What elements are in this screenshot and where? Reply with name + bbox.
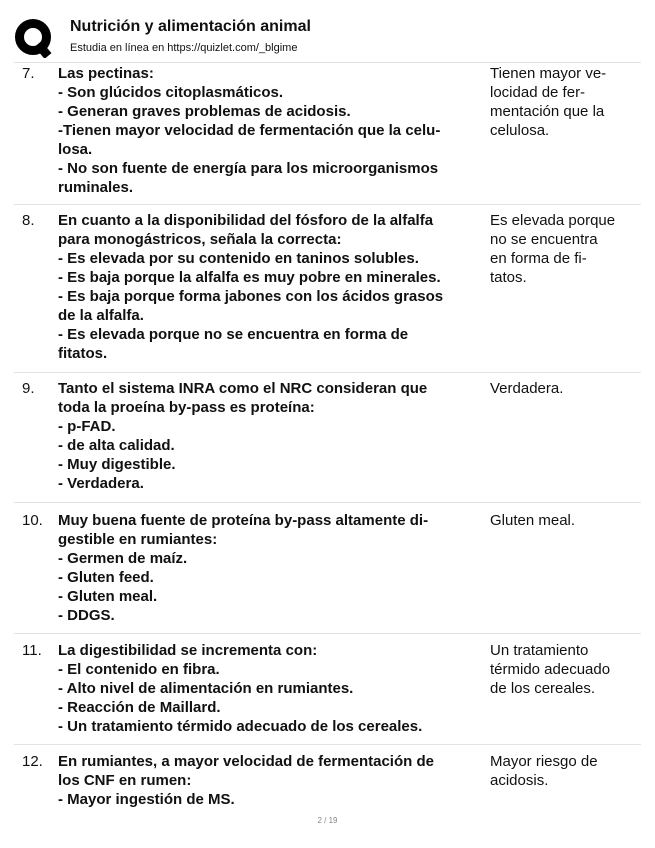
question-line: - Generan graves problemas de acidosis. bbox=[58, 103, 351, 120]
card-answer bbox=[490, 641, 640, 698]
card-number: 12. bbox=[22, 753, 43, 770]
card-number: 11. bbox=[22, 642, 42, 659]
answer-line: térmido adecuado bbox=[490, 661, 611, 678]
question-line: - Un tratamiento térmido adecuado de los cereales. bbox=[58, 718, 423, 735]
card-question bbox=[58, 211, 488, 363]
question-line: de la alfalfa. bbox=[58, 307, 144, 324]
divider bbox=[14, 744, 641, 745]
question-line: - Gluten feed. bbox=[58, 569, 154, 586]
card-question bbox=[58, 511, 488, 625]
question-line: - Es elevada porque no se encuentra en forma de bbox=[58, 326, 409, 343]
answer-line: no se encuentra bbox=[490, 231, 598, 248]
question-line: - Reacción de Maillard. bbox=[58, 699, 221, 716]
question-line: - Es baja porque la alfalfa es muy pobre en minerales. bbox=[58, 269, 441, 286]
question-line: - Germen de maíz. bbox=[58, 550, 188, 567]
question-line: - Gluten meal. bbox=[58, 588, 158, 605]
question-line: fitatos. bbox=[58, 345, 108, 362]
answer-line: mentación que la bbox=[490, 103, 605, 120]
card-answer bbox=[490, 511, 640, 530]
card-number: 10. bbox=[22, 512, 43, 529]
card-answer bbox=[490, 211, 640, 287]
answer-line: Mayor riesgo de bbox=[490, 753, 598, 770]
answer-line: celulosa. bbox=[490, 122, 550, 139]
card-number: 8. bbox=[22, 212, 35, 229]
card-answer bbox=[490, 379, 640, 398]
question-line: En rumiantes, a mayor velocidad de fermentación de bbox=[58, 753, 434, 770]
question-line: - Muy digestible. bbox=[58, 456, 176, 473]
question-line: - Alto nivel de alimentación en rumiantes. bbox=[58, 680, 354, 697]
question-line: gestible en rumiantes: bbox=[58, 531, 218, 548]
quizlet-logo-icon bbox=[14, 18, 54, 58]
divider bbox=[14, 204, 641, 205]
question-line: losa. bbox=[58, 141, 93, 158]
page-number: 2 / 19 bbox=[317, 816, 338, 825]
divider bbox=[14, 502, 641, 503]
divider bbox=[14, 633, 641, 634]
answer-line: tatos. bbox=[490, 269, 527, 286]
answer-line: Gluten meal. bbox=[490, 512, 576, 529]
card-question bbox=[58, 379, 488, 493]
answer-line: locidad de fer- bbox=[490, 84, 586, 101]
set-title: Nutrición y alimentación animal bbox=[70, 18, 311, 35]
card-question bbox=[58, 641, 488, 736]
question-line: - Es baja porque forma jabones con los ácidos grasos bbox=[58, 288, 444, 305]
question-line: -Tienen mayor velocidad de fermentación que la celu- bbox=[58, 122, 441, 139]
question-line: Las pectinas: bbox=[58, 65, 154, 82]
question-line: Tanto el sistema INRA como el NRC consideran que bbox=[58, 380, 428, 397]
question-line: - Es elevada por su contenido en taninos solubles. bbox=[58, 250, 419, 267]
question-line: - DDGS. bbox=[58, 607, 115, 624]
question-line: - Verdadera. bbox=[58, 475, 144, 492]
answer-line: Tienen mayor ve- bbox=[490, 65, 607, 82]
card-answer bbox=[490, 64, 640, 140]
question-line: toda la proeína by-pass es proteína: bbox=[58, 399, 315, 416]
question-line: - El contenido en fibra. bbox=[58, 661, 220, 678]
question-line: - Mayor ingestión de MS. bbox=[58, 791, 235, 808]
question-line: - p-FAD. bbox=[58, 418, 116, 435]
answer-line: Verdadera. bbox=[490, 380, 564, 397]
set-url-subtitle: Estudia en línea en https://quizlet.com/_blgime bbox=[70, 42, 298, 54]
question-line: En cuanto a la disponibilidad del fósforo de la alfalfa bbox=[58, 212, 434, 229]
answer-line: Es elevada porque bbox=[490, 212, 616, 229]
question-line: ruminales. bbox=[58, 179, 134, 196]
card-number: 7. bbox=[22, 65, 35, 82]
answer-line: de los cereales. bbox=[490, 680, 596, 697]
question-line: La digestibilidad se incrementa con: bbox=[58, 642, 318, 659]
question-line: Muy buena fuente de proteína by-pass altamente di- bbox=[58, 512, 429, 529]
question-line: - No son fuente de energía para los microorganismos bbox=[58, 160, 439, 177]
answer-line: Un tratamiento bbox=[490, 642, 589, 659]
card-question bbox=[58, 752, 488, 809]
card-question bbox=[58, 64, 488, 197]
page-header bbox=[14, 14, 644, 60]
divider bbox=[14, 372, 641, 373]
answer-line: en forma de fi- bbox=[490, 250, 587, 267]
divider bbox=[14, 62, 641, 63]
question-line: para monogástricos, señala la correcta: bbox=[58, 231, 342, 248]
answer-line: acidosis. bbox=[490, 772, 549, 789]
card-number: 9. bbox=[22, 380, 35, 397]
question-line: - de alta calidad. bbox=[58, 437, 175, 454]
card-answer bbox=[490, 752, 640, 790]
question-line: - Son glúcidos citoplasmáticos. bbox=[58, 84, 284, 101]
question-line: los CNF en rumen: bbox=[58, 772, 192, 789]
